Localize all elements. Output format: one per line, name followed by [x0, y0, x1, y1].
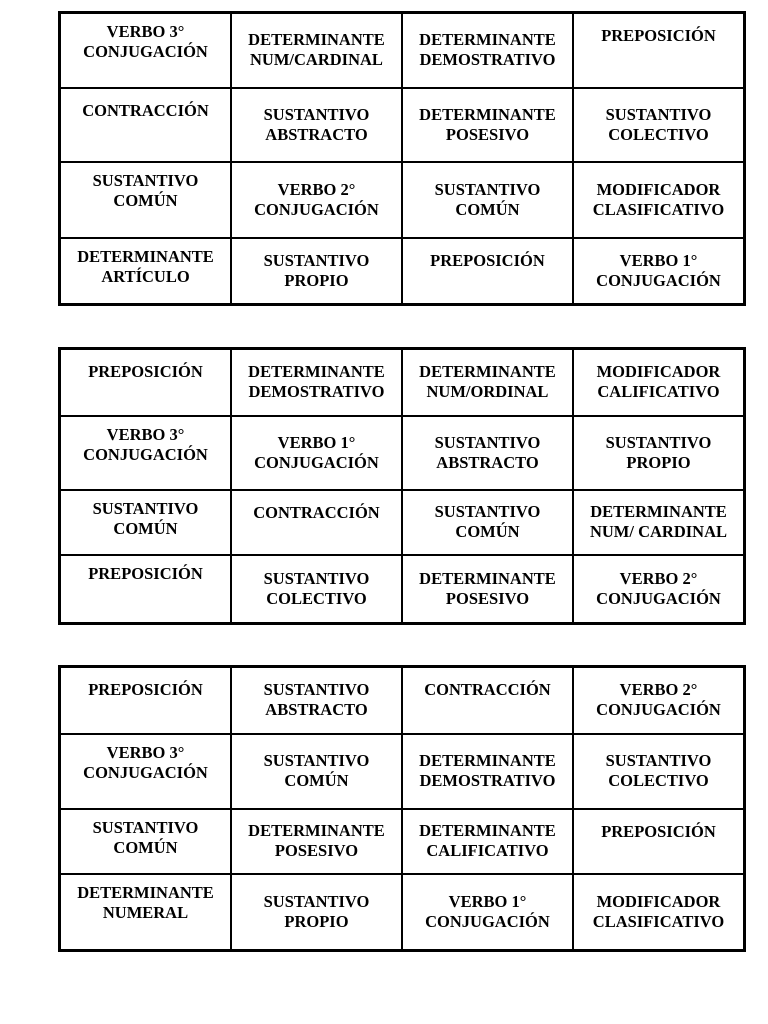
cell-text: SUSTANTIVO COMÚN [92, 498, 199, 538]
card-row [60, 555, 745, 624]
cell-text: SUSTANTIVO COLECTIVO [605, 751, 712, 790]
card-cell [231, 555, 402, 624]
card-cell [573, 238, 745, 305]
card-cell [60, 734, 231, 809]
card-cell [231, 734, 402, 809]
cell-text: DETERMINANTE CALIFICATIVO [419, 821, 556, 860]
card-row [60, 734, 745, 809]
cell-text: VERBO 3° CONJUGACIÓN [83, 742, 208, 782]
cell-text: SUSTANTIVO PROPIO [263, 891, 370, 931]
cell-text: VERBO 3° CONJUGACIÓN [83, 22, 208, 61]
card-cell [402, 490, 573, 555]
card-cell [231, 809, 402, 874]
card-cell [573, 162, 745, 238]
cell-text: MODIFICADOR CLASIFICATIVO [592, 891, 725, 931]
card-row [60, 416, 745, 490]
card-cell [60, 490, 231, 555]
cell-text: SUSTANTIVO COLECTIVO [605, 104, 712, 144]
cell-text: PREPOSICIÓN [88, 362, 203, 381]
cell-text: DETERMINANTE NUM/CARDINAL [248, 30, 385, 70]
card-cell [60, 667, 231, 734]
card-cell [402, 667, 573, 734]
card-row [60, 874, 745, 951]
card-cell [573, 555, 745, 624]
cell-text: SUSTANTIVO COMÚN [434, 502, 541, 541]
card-cell [60, 874, 231, 951]
cell-text: DETERMINANTE POSESIVO [248, 821, 385, 860]
cell-text: SUSTANTIVO PROPIO [605, 432, 712, 472]
card-cell [402, 13, 573, 88]
card-cell [231, 490, 402, 555]
card-cell [60, 88, 231, 162]
card-row [60, 667, 745, 734]
card-cell [573, 734, 745, 809]
card-cell [573, 88, 745, 162]
cell-text: VERBO 1° CONJUGACIÓN [596, 250, 721, 290]
bingo-card-1 [58, 11, 746, 306]
cell-text: SUSTANTIVO ABSTRACTO [434, 432, 541, 472]
cell-text: PREPOSICIÓN [601, 26, 716, 45]
card-row [60, 88, 745, 162]
card-row [60, 349, 745, 416]
card-row [60, 162, 745, 238]
card-cell [573, 416, 745, 490]
cell-text: CONTRACCIÓN [82, 100, 209, 120]
cell-text: PREPOSICIÓN [88, 680, 203, 699]
cell-text: DETERMINANTE ARTÍCULO [77, 246, 214, 286]
card-cell [402, 349, 573, 416]
card-cell [231, 13, 402, 88]
card-cell [573, 13, 745, 88]
cell-text: DETERMINANTE NUM/ORDINAL [419, 362, 556, 402]
cell-text: VERBO 1° CONJUGACIÓN [425, 891, 550, 931]
cell-text: VERBO 2° CONJUGACIÓN [254, 179, 379, 219]
card-cell [231, 88, 402, 162]
card-cell [402, 734, 573, 809]
cell-text: SUSTANTIVO ABSTRACTO [263, 680, 370, 720]
card-cell [402, 874, 573, 951]
card-cell [231, 667, 402, 734]
cell-text: SUSTANTIVO COMÚN [263, 751, 370, 790]
card-cell [60, 13, 231, 88]
card-row [60, 490, 745, 555]
cell-text: DETERMINANTE DEMOSTRATIVO [419, 30, 556, 70]
bingo-card-3 [58, 665, 746, 952]
card-row [60, 13, 745, 88]
card-cell [402, 555, 573, 624]
cell-text: DETERMINANTE POSESIVO [419, 104, 556, 144]
cell-text: DETERMINANTE DEMOSTRATIVO [419, 751, 556, 790]
cell-text: VERBO 2° CONJUGACIÓN [596, 680, 721, 720]
card-cell [231, 874, 402, 951]
card-cell [573, 874, 745, 951]
card-cell [402, 88, 573, 162]
card-cell [60, 162, 231, 238]
cell-text: PREPOSICIÓN [601, 821, 716, 841]
card-cell [402, 416, 573, 490]
card-cell [231, 238, 402, 305]
card-row [60, 238, 745, 305]
card-cell [231, 416, 402, 490]
cell-text: PREPOSICIÓN [88, 563, 203, 583]
cell-text: MODIFICADOR CALIFICATIVO [596, 362, 721, 402]
cell-text: VERBO 3° CONJUGACIÓN [83, 424, 208, 464]
cell-text: VERBO 2° CONJUGACIÓN [596, 568, 721, 608]
cell-text: DETERMINANTE NUMERAL [77, 882, 214, 922]
card-cell [573, 809, 745, 874]
cell-text: CONTRACCIÓN [424, 680, 551, 699]
cell-text: SUSTANTIVO PROPIO [263, 250, 370, 290]
cell-text: SUSTANTIVO COMÚN [92, 817, 199, 857]
cell-text: SUSTANTIVO COMÚN [92, 170, 199, 210]
card-cell [60, 349, 231, 416]
card-cell [60, 416, 231, 490]
card-cell [60, 809, 231, 874]
cell-text: SUSTANTIVO ABSTRACTO [263, 104, 370, 144]
cell-text: MODIFICADOR CLASIFICATIVO [592, 179, 725, 219]
card-cell [402, 238, 573, 305]
cell-text: DETERMINANTE DEMOSTRATIVO [248, 362, 385, 402]
cell-text: CONTRACCIÓN [253, 502, 380, 522]
bingo-card-2 [58, 347, 746, 625]
card-cell [402, 162, 573, 238]
cell-text: VERBO 1° CONJUGACIÓN [254, 432, 379, 472]
card-cell [231, 349, 402, 416]
cell-text: SUSTANTIVO COLECTIVO [263, 568, 370, 608]
card-cell [60, 555, 231, 624]
card-cell [573, 349, 745, 416]
cell-text: DETERMINANTE NUM/ CARDINAL [589, 502, 728, 541]
cell-text: PREPOSICIÓN [430, 250, 545, 270]
card-row [60, 809, 745, 874]
cell-text: DETERMINANTE POSESIVO [419, 568, 556, 608]
card-cell [573, 490, 745, 555]
card-cell [402, 809, 573, 874]
card-cell [231, 162, 402, 238]
card-cell [573, 667, 745, 734]
cell-text: SUSTANTIVO COMÚN [434, 179, 541, 219]
card-cell [60, 238, 231, 305]
